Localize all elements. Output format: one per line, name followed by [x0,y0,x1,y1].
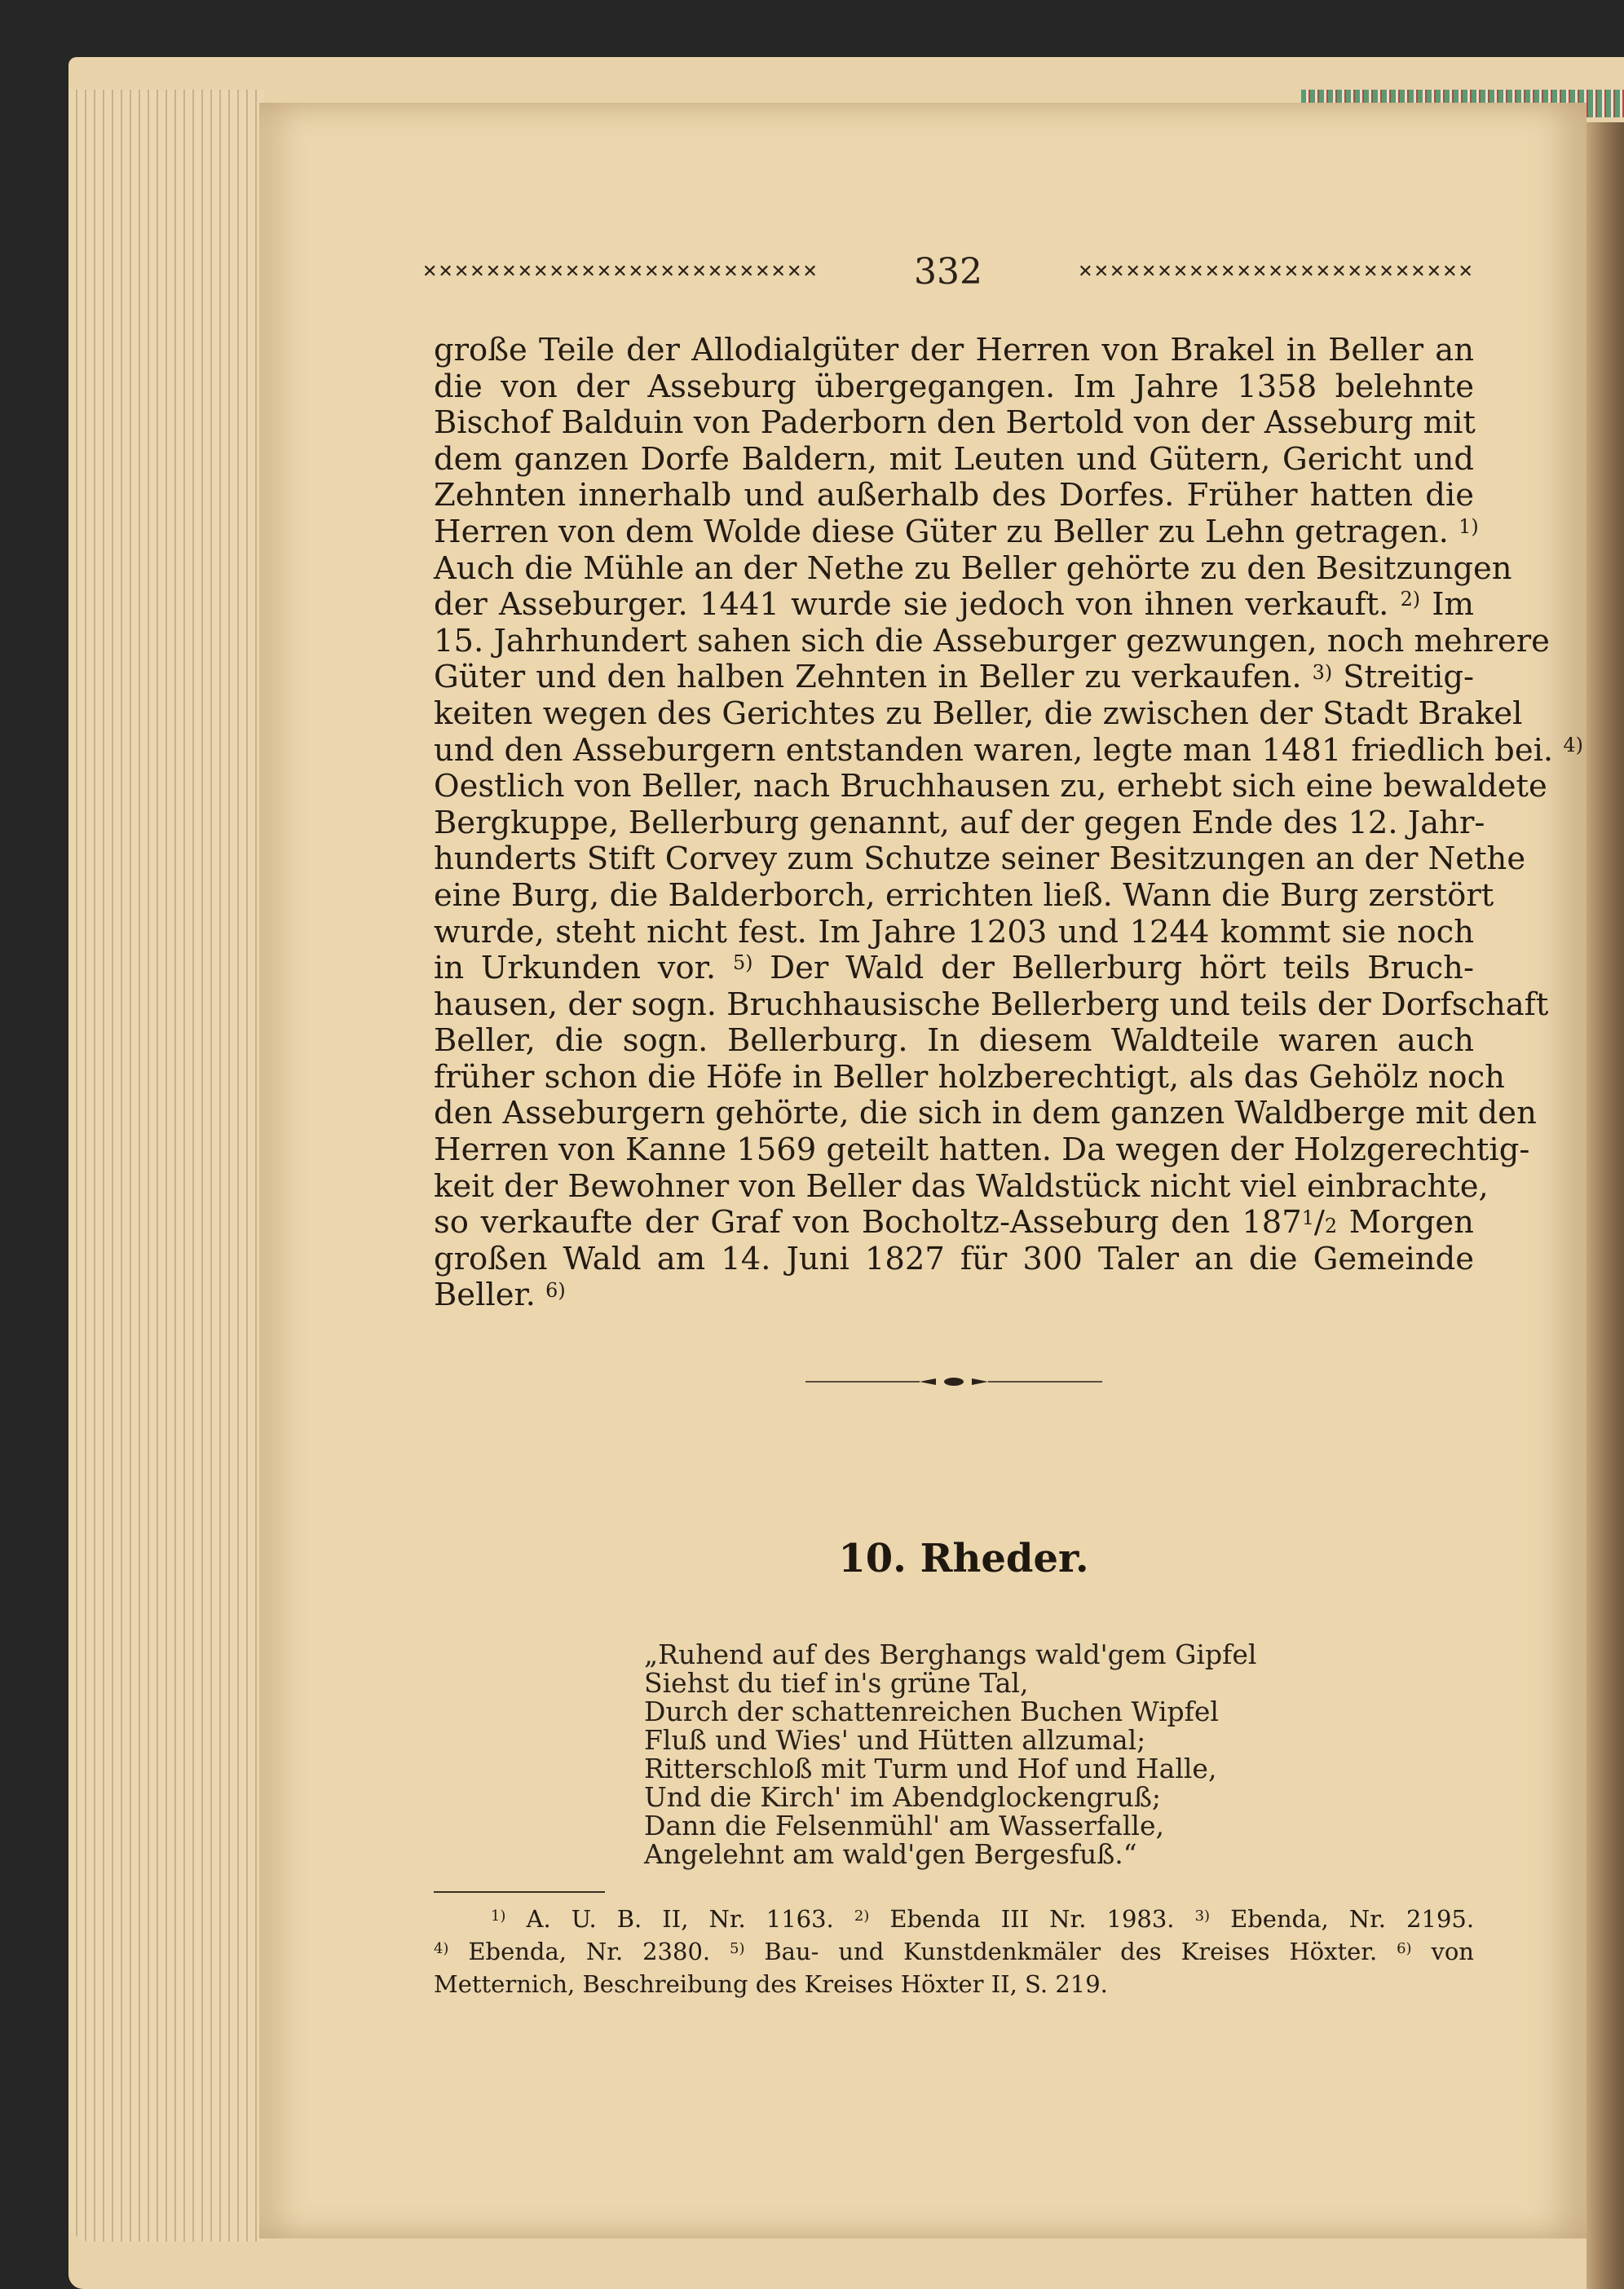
text-segment: und den Asseburgern entstanden waren, legte man 1481 friedlich bei. [434,731,1554,769]
footnote-mark: 4) [434,1939,449,1957]
text-line: den Asseburgern gehörte, die sich in dem ganzen Waldberge mit den [434,1095,1537,1132]
text-segment: so verkaufte der Graf von Bocholtz-Asseburg den 187 [434,1204,1302,1242]
body-text [434,332,1583,1314]
text-line: Beller, die sogn. Bellerburg. In diesem Waldteile waren auch [434,1022,1474,1060]
text-line: keiten wegen des Gerichtes zu Beller, die zwischen der Stadt Brakel [434,695,1523,732]
text-line: große Teile der Allodialgüter der Herren von Brakel in Beller an [434,332,1474,368]
footnote-ref: 5) [732,951,753,975]
footnote-line [434,1968,1474,2000]
footnote-mark: 6) [1397,1939,1412,1957]
section-title: Rheder. [920,1536,1089,1581]
text-line [434,1277,1474,1314]
text-line: hausen, der sogn. Bruchhausische Bellerberg und teils der Dorfschaft [434,986,1549,1023]
footnote-1 [491,1905,834,1933]
footnote-5 [730,1938,1377,1965]
text-line: Bergkuppe, Bellerburg genannt, auf der gegen Ende des 12. Jahr- [434,804,1485,841]
text-segment: Morgen [1348,1204,1474,1242]
text-segment: Beller. [434,1277,536,1314]
footnote-line [434,1903,1474,1935]
footnotes [434,1903,1474,2000]
text-line: dem ganzen Dorfe Baldern, mit Leuten und Gütern, Gericht und [434,440,1474,478]
poem-line: Ritterschloß mit Turm und Hof und Halle, [644,1753,1217,1784]
footnote-text: Ebenda III Nr. 1983. [889,1905,1175,1933]
text-segment: Güter und den halben Zehnten in Beller zu verkaufen. [434,659,1302,696]
text-line [434,513,1479,551]
footnote-text: Bau- und Kunstdenkmäler des Kreises Höxter. [764,1938,1378,1965]
page-edges [68,90,264,2242]
text-line: Zehnten innerhalb und außerhalb des Dorfes. Früher hatten die [434,477,1474,514]
footnote-text: Ebenda, Nr. 2195. [1230,1905,1475,1933]
text-segment: Im [1432,586,1474,624]
text-line: eine Burg, die Balderborch, errichten ließ. Wann die Burg zerstört [434,876,1494,914]
footnote-ref: 3) [1312,660,1333,684]
footnote-3 [1195,1905,1475,1933]
footnote-2 [854,1905,1175,1933]
text-line: wurde, steht nicht fest. Im Jahre 1203 und 1244 kommt sie noch [434,913,1474,950]
text-line: Auch die Mühle an der Nethe zu Beller gehörte zu den Besitzungen [434,549,1512,587]
text-line: hunderts Stift Corvey zum Schutze seiner Besitzungen an der Nethe [434,840,1526,878]
text-line [434,731,1583,770]
header-ornament-left: ✕✕✕✕✕✕✕✕✕✕✕✕✕✕✕✕✕✕✕✕✕✕✕✕✕ [422,261,819,282]
text-segment: in Urkunden vor. [434,950,717,987]
footnote-text: von [1431,1938,1474,1965]
page-number: 332 [914,250,982,293]
poem-line: Angelehnt am wald'gen Bergesfuß.“ [644,1838,1137,1870]
poem [644,1640,1345,1868]
footnote-text: A. U. B. II, Nr. 1163. [526,1905,834,1933]
text-line: Bischof Balduin von Paderborn den Bertold von der Asseburg mit [434,404,1476,442]
text-line: keit der Bewohner von Beller das Waldstück nicht viel einbrachte, [434,1167,1489,1205]
text-line [434,950,1474,987]
footnote-line [434,1935,1474,1968]
poem-line: Durch der schattenreichen Buchen Wipfel [644,1696,1219,1727]
poem-line: Fluß und Wies' und Hütten allzumal; [644,1724,1146,1756]
footnote-4 [434,1938,710,1965]
text-line: so verkaufte der Graf von Bocholtz-Asseburg den $187^1/2$ Morgen [434,1204,1474,1242]
fraction-denominator: 2 [1324,1215,1338,1238]
poem-line: „Ruhend auf des Berghangs wald'gem Gipfel [644,1638,1257,1670]
text-segment: Streitig- [1343,659,1474,696]
footnote-text: Metternich, Beschreibung des Kreises Höxter II, S. 219. [434,1970,1108,1998]
text-line: Oestlich von Beller, nach Bruchhausen zu, erhebt sich eine bewaldete [434,768,1547,805]
text-line [434,659,1474,696]
footnote-rule [434,1891,605,1893]
text-line [434,587,1474,624]
footnote-mark: 1) [491,1907,506,1925]
text-segment: der Asseburger. 1441 wurde sie jedoch von ihnen verkauft. [434,586,1389,624]
text-line: 15. Jahrhundert sahen sich die Asseburger gezwungen, noch mehrere [434,622,1550,659]
header-ornament-right: ✕✕✕✕✕✕✕✕✕✕✕✕✕✕✕✕✕✕✕✕✕✕✕✕✕ [1078,261,1474,282]
poem-line: Siehst du tief in's grüne Tal, [644,1667,1029,1699]
poem-line: Und die Kirch' im Abendglockengruß; [644,1781,1161,1813]
poem-line: Dann die Felsenmühl' am Wasserfalle, [644,1810,1165,1841]
fraction-numerator: 1 [1301,1206,1314,1229]
section-number: 10. [838,1536,907,1581]
footnote-ref: 4) [1563,733,1583,756]
text-line: die von der Asseburg übergegangen. Im Jahre 1358 belehnte [434,368,1474,405]
footnote-ref: 1) [1459,515,1479,539]
text-segment: Der Wald der Bellerburg hört teils Bruch- [770,950,1474,987]
footnote-ref: 6) [545,1278,566,1302]
text-segment: Herren von dem Wolde diese Güter zu Beller zu Lehn getragen. [434,513,1449,550]
section-divider [805,1376,1102,1387]
footnote-text: Ebenda, Nr. 2380. [468,1938,711,1965]
footnote-6 [1397,1938,1474,1965]
running-header [422,250,1474,293]
footnote-mark: 2) [854,1907,870,1925]
footnote-ref: 2) [1400,588,1421,611]
text-line: großen Wald am 14. Juni 1827 für 300 Taler an die Gemeinde [434,1240,1474,1277]
text-line: Herren von Kanne 1569 geteilt hatten. Da wegen der Holzgerechtig- [434,1131,1530,1169]
section-heading [760,1536,1167,1581]
footnote-mark: 3) [1194,1907,1211,1925]
footnote-mark: 5) [730,1939,745,1957]
book-spine [1586,122,1624,2289]
text-line: früher schon die Höfe in Beller holzberechtigt, als das Gehölz noch [434,1058,1505,1096]
